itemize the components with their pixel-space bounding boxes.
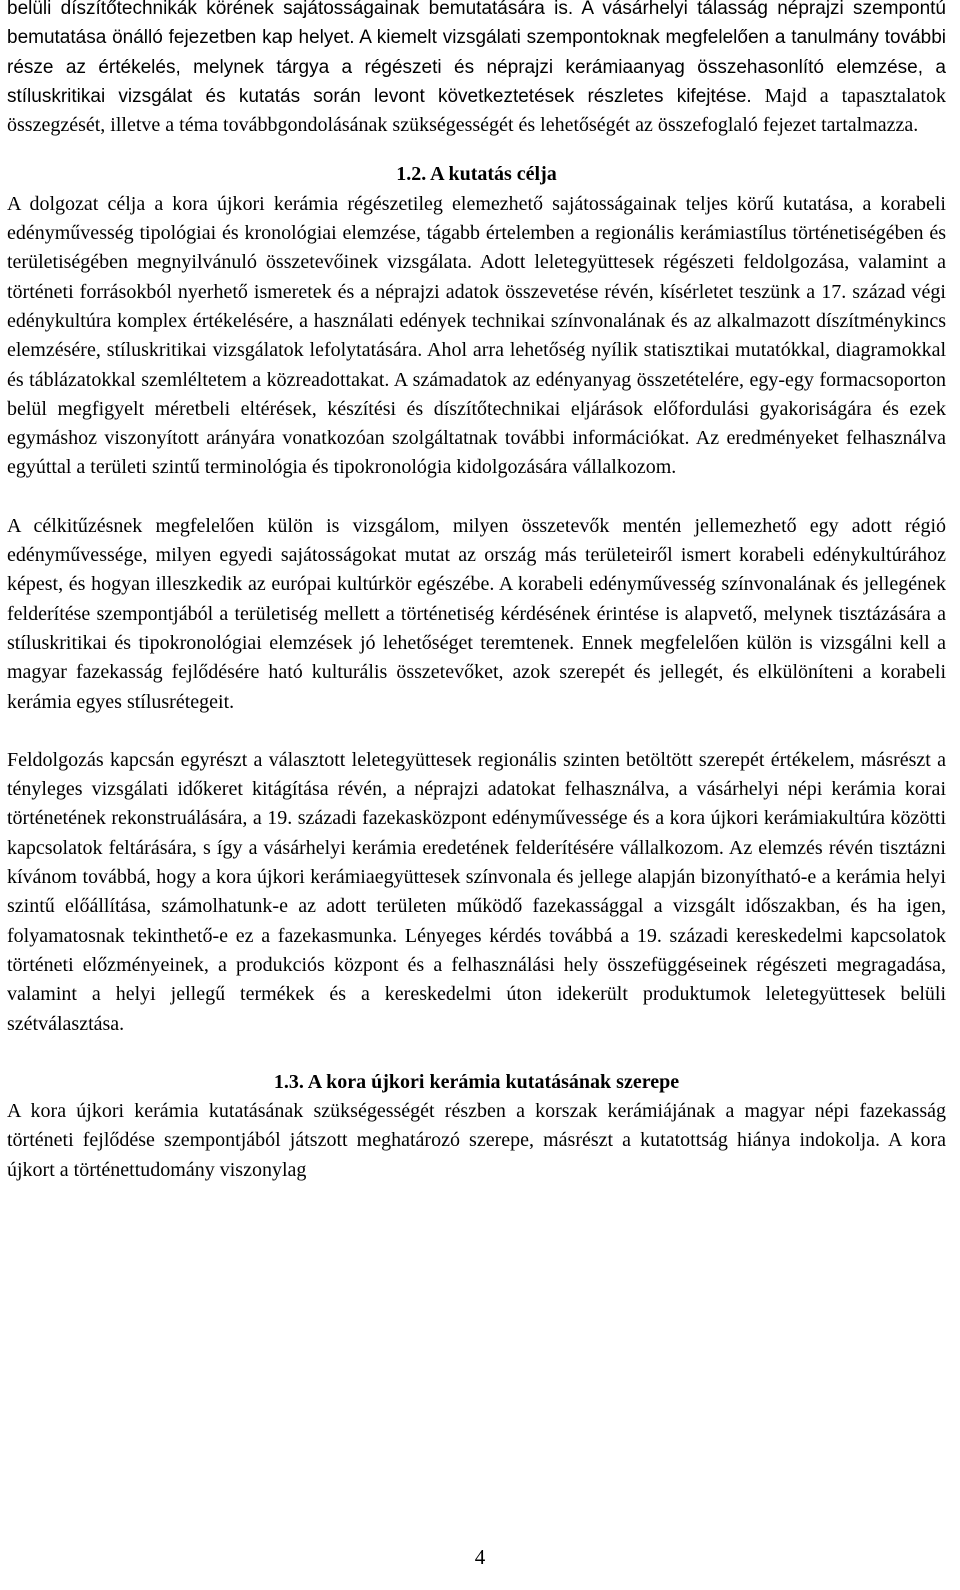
section-heading-1-2: 1.2. A kutatás célja: [396, 163, 557, 186]
page-number: 4: [474, 1545, 486, 1569]
section-1-3-paragraph: A kora újkori kerámia kutatásának szükségességét részben a korszak kerámiájának a magyar népi fazekasság történeti fejlődése szempontjából játszott meghatározó szerepe, másrészt a kutatottság hiánya indokolja. A kora újkort a történettudomány viszonylag: [7, 1100, 946, 1181]
intro-text-sans: belüli díszítőtechnikák körének sajátosságainak bemutatására is. A vásárhelyi tálasság néprajzi szempontú bemutatása önálló fejezetben kap helyet. A kiemelt vizsgálati szempontoknak megfelelően a tanulmány további része az értékelés, melynek tárgya a régészeti és néprajzi kerámiaanyag összehasonlító elemzése, a stíluskritikai vizsgálat és kutatás során levont következtetések részletes kifejtése.: [7, 0, 946, 107]
section-1-2-paragraph-3: Feldolgozás kapcsán egyrészt a választott leletegyüttesek regionális szinten betöltött szerepét értékelem, másrészt a tényleges vizsgálati időkeret kitágítása révén, a néprajzi adatokat felhasználva, a vásárhelyi népi kerámia korai történetének rekonstruálására, a 19. századi fazekasközpont edényművessége és a kora újkori kerámiakultúra közötti kapcsolatok feltárására, s így a vásárhelyi kerámia eredetének felderítésére vállalkozom. Az elemzés révén tisztázni kívánom továbbá, hogy a kora újkori kerámiaegyüttesek színvonala és jellege alapján bizonyítható-e a kerámia helyi szintű előállítása, számolhatunk-e az adott területen működő fazekassággal a vizsgált időszakban, és ha igen, folyamatosnak tekinthető-e ez a fazekasmunka. Lényeges kérdés továbbá a 19. századi kereskedelmi kapcsolatok történeti előzményeinek, a produkciós központ és a felhasználási hely összefüggéseinek régészeti megragadása, valamint a helyi jellegű termékek és a kereskedelmi úton idekerült produktumok leletegyüttesek belüli szétválasztása.: [7, 748, 946, 1035]
intro-paragraph: [7, 0, 946, 140]
document-page: [7, 0, 946, 1185]
intro-text-serif: Majd a tapasztalatok összegzését, illetve a téma továbbgondolásának szükségességét és lehetőségét az összefoglaló fejezet tartalmazza.: [7, 84, 946, 137]
section-1-2-paragraph-2: A célkitűzésnek megfelelően külön is vizsgálom, milyen összetevők mentén jellemezhető egy adott régió edényművessége, milyen egyedi sajátosságokat mutat az ország más területeiről ismert korabeli edénykultúrához képest, és hogyan illeszkedik az európai kultúrkör egészébe. A korabeli edényművesség színvonalának és jellegének felderítése szempontjából a területiség mellett a történetiség kérdésének érintése is alapvető, melynek tisztázására a stíluskritikai és tipokronológiai elemzések jó lehetőséget teremtenek. Ennek megfelelően külön is vizsgálni kell a magyar fazekasság fejlődésére ható kulturális összetevőket, azok szerepét és jellegét, és elkülöníteni a korabeli kerámia egyes stílusrétegeit.: [7, 514, 946, 713]
section-1-2-paragraph-1: A dolgozat célja a kora újkori kerámia régészetileg elemezhető sajátosságainak teljes körű kutatása, a korabeli edényművesség tipológiai és kronológiai elemzése, tágabb értelemben a regionális kerámiastílus történetiségében és területiségében megnyilvánuló összetevőinek vizsgálata. Adott leletegyüttesek régészeti feldolgozása, valamint a történeti forrásokból nyerhető ismeretek és a néprajzi adatok összevetése révén, kísérletet teszünk a 17. század végi edénykultúra komplex értékelésére, a használati edények technikai színvonalának és az alkalmazott díszítménykincs elemzésére, stíluskritikai vizsgálatok lefolytatására. Ahol arra lehetőség nyílik statisztikai mutatókkal, diagramokkal és táblázatokkal szemléltetem a közreadottakat. A számadatok az edényanyag összetételére, egy-egy formacsoporton belül megfigyelt méretbeli eltérések, készítési és díszítőtechnikai eljárások előfordulási gyakoriságára és ezek egymáshoz viszonyított arányára vonatkozóan szolgáltatnak további információkat. Az eredményeket felhasználva egyúttal a területi szintű terminológia és tipokronológia kidolgozására vállalkozom.: [7, 192, 946, 479]
section-heading-1-3: 1.3. A kora újkori kerámia kutatásának szerepe: [273, 1070, 680, 1093]
